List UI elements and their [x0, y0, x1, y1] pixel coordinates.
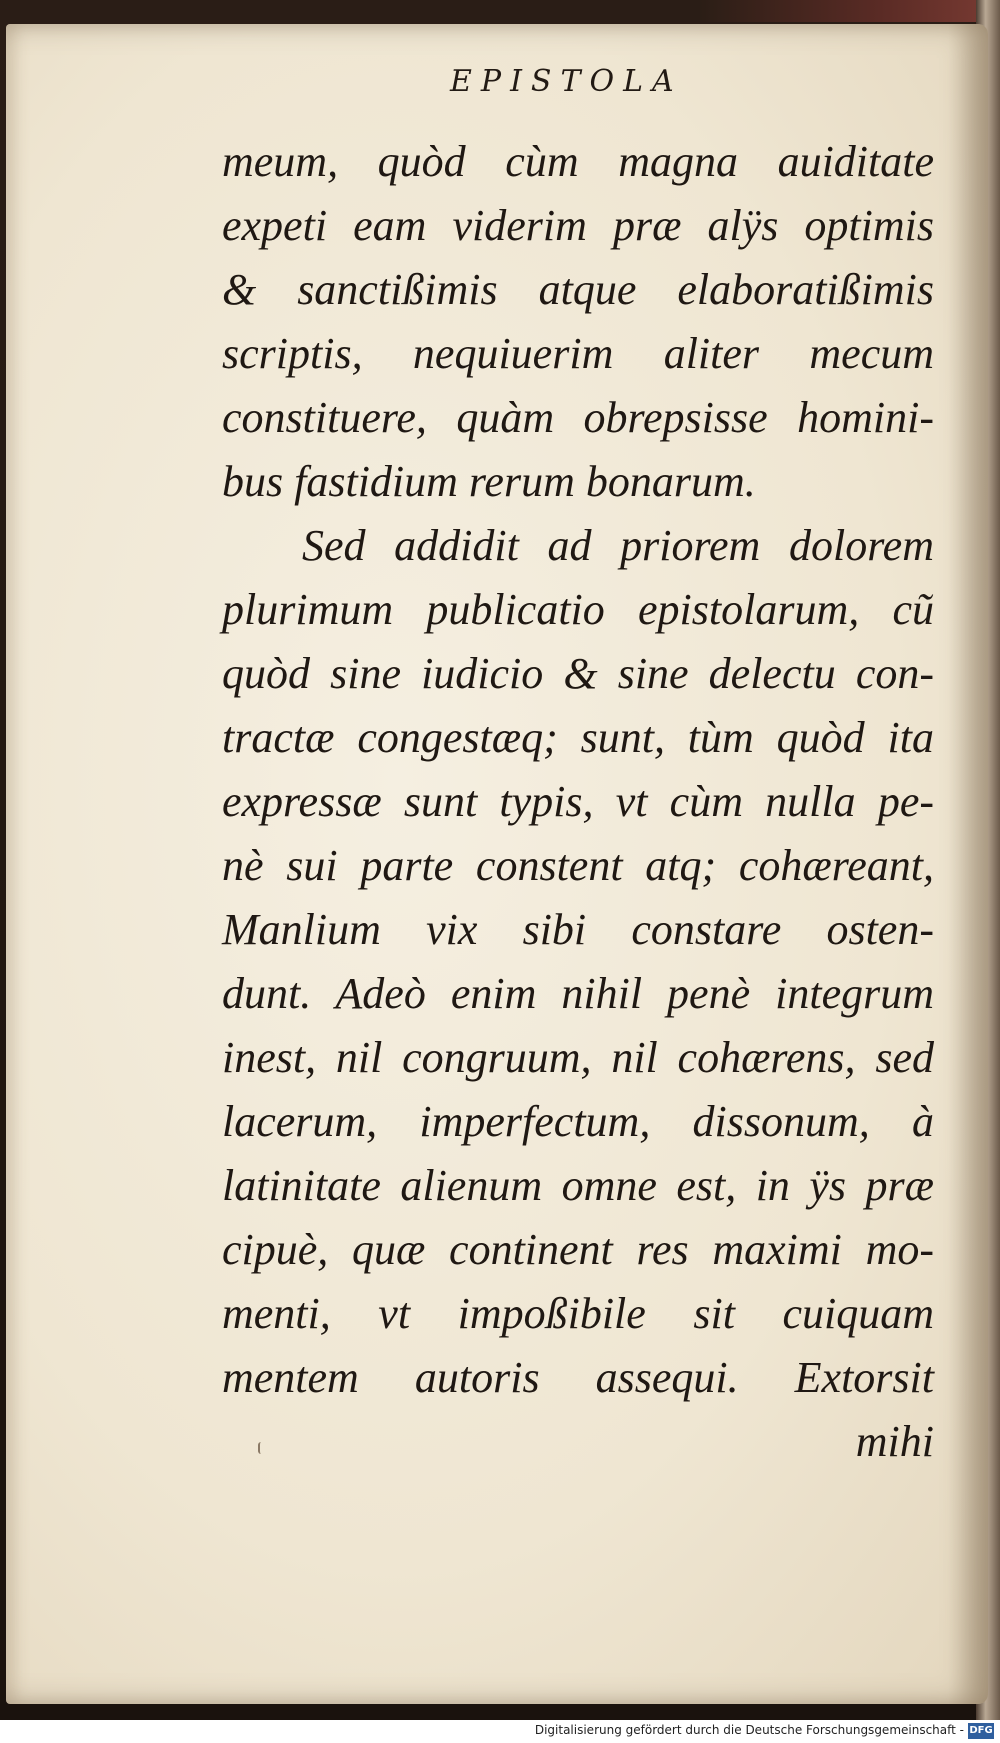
dfg-logo: DFG [968, 1723, 994, 1739]
ink-mark [258, 1442, 266, 1454]
text-line: meum, quòd cùm magna auiditate [222, 137, 934, 186]
text-line: scriptis, nequiuerim aliter mecum [222, 329, 934, 378]
text-line: plurimum publicatio epistolarum, cũ [222, 585, 934, 634]
catchword: mihi [855, 1417, 934, 1466]
funding-credit: Digitalisierung gefördert durch die Deutsche Forschungsgemeinschaft - [534, 1723, 964, 1737]
text-line: constituere, quàm obrepsisse homini- [222, 393, 934, 442]
page-fold-shadow [948, 24, 988, 1704]
book-cover-edge [700, 0, 1000, 22]
text-line: nè sui parte constent atq; cohæreant, [222, 841, 934, 890]
text-line: expeti eam viderim præ alÿs optimis [222, 201, 934, 250]
text-line: bus fastidium rerum bonarum. [222, 457, 756, 506]
text-line: inest, nil congruum, nil cohærens, sed [222, 1033, 934, 1082]
text-line: menti, vt impoßibile sit cuiquam [222, 1289, 934, 1338]
running-head: EPISTOLA [450, 64, 683, 99]
text-line: expressæ sunt typis, vt cùm nulla pe- [222, 777, 934, 826]
text-line: mentem autoris assequi. Extorsit [222, 1353, 934, 1402]
footer-bar [0, 1720, 1000, 1743]
body-text [222, 130, 934, 1474]
text-line: lacerum, imperfectum, dissonum, à [222, 1097, 934, 1146]
text-line: dunt. Adeò enim nihil penè integrum [222, 969, 934, 1018]
text-line: cipuè, quæ continent res maximi mo- [222, 1225, 934, 1274]
text-line: Manlium vix sibi constare osten- [222, 905, 934, 954]
text-line: Sed addidit ad priorem dolorem [302, 521, 934, 570]
text-line: quòd sine iudicio & sine delectu con- [222, 649, 934, 698]
text-line: latinitate alienum omne est, in ÿs præ [222, 1161, 934, 1210]
text-line: tractæ congestæq; sunt, tùm quòd ita [222, 713, 934, 762]
text-line: & sanctißimis atque elaboratißimis [222, 265, 934, 314]
